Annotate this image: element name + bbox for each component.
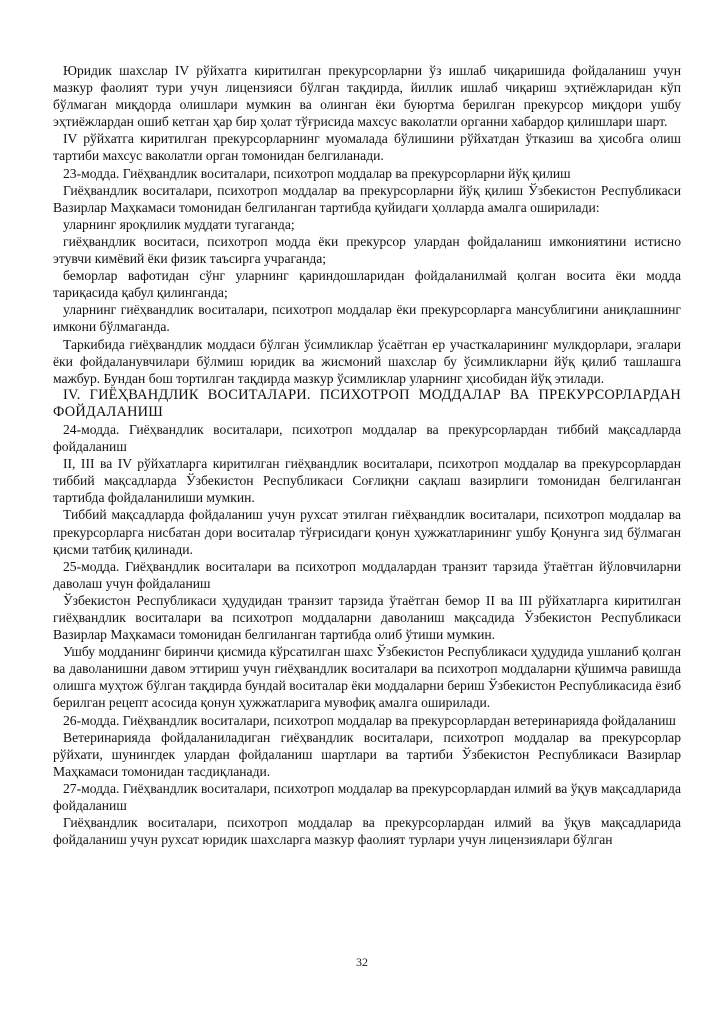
paragraph: Юридик шахслар IV рўйхатга киритилган прекурсорларни ўз ишлаб чиқаришида фойдаланиш учун мазкур фаолият тури учун лицензияси бўлган тақдирда, йиллик ишлаб чиқариш эҳтиёжларидан кўп бўлмаган миқдорда олишлари мумкин ва олинган ёки буюртма берилган прекурсор миқдори ушбу эҳтиёжлардан ошиб кетган ҳар бир ҳолат тўғрисида махсус ваколатли органни хабардор қилишлари шарт. [53,63,681,130]
page-number: 32 [356,955,368,969]
section-heading: IV. ГИЁҲВАНДЛИК ВОСИТАЛАРИ. ПСИХОТРОП МОДДАЛАР ВА ПРЕКУРСОРЛАРДАН ФОЙДАЛАНИШ [53,386,681,420]
paragraph: 24-модда. Гиёҳвандлик воситалари, психотроп моддалар ва прекурсорлардан тиббий мақсадларда фойдаланиш [53,421,681,455]
paragraph: 23-модда. Гиёҳвандлик воситалари, психотроп моддалар ва прекурсорларни йўқ қилиш [63,165,571,181]
paragraph: гиёҳвандлик воситаси, психотроп модда ёки прекурсор улардан фойдаланиш имкониятини истисно этувчи кимёвий ёки физик таъсирга учраганда; [53,233,681,267]
paragraph: 25-модда. Гиёҳвандлик воситалари ва психотроп моддалардан транзит тарзида ўтаётган йўловчиларни даволаш учун фойдаланиш [53,558,681,591]
paragraph: Ўзбекистон Республикаси ҳудудидан транзит тарзида ўтаётган бемор II ва III рўйхатларга киритилган гиёҳвандлик воситалари ва психотроп моддаларни даволаниш мақсадида Ўзбекистон Республикаси Вазирлар Маҳкамаси томонидан белгиланган тартибда олиб ўтиши мумкин. [53,592,681,643]
paragraph: II, III ва IV рўйхатларга киритилган гиёҳвандлик воситалари, психотроп моддалар ва прекурсорлардан тиббий мақсадларда Ўзбекистон Республикаси Соғлиқни сақлаш вазирлиги томонидан белгиланган тартибда фойдаланилиши мумкин. [53,456,681,506]
paragraph: Таркибида гиёҳвандлик моддаси бўлган ўсимликлар ўсаётган ер участкаларининг мулкдорлари, эгалари ёки фойдаланувчилари бўлмиш юридик ва жисмоний шахслар бу ўсимликларни йўқ қилиб ташлашга мажбур. Бундан бош тортилган тақдирда мазкур ўсимликлар уларнинг ҳисобидан йўқ этилади. [53,336,681,386]
paragraph: Гиёҳвандлик воситалари, психотроп моддалар ва прекурсорларни йўқ қилиш Ўзбекистон Республикаси Вазирлар Маҳкамаси томонидан белгиланган тартибда қуйидаги ҳолларда амалга оширилади: [53,182,681,215]
paragraph: Гиёҳвандлик воситалари, психотроп моддалар ва прекурсорлардан илмий ва ўқув мақсадларида фойдаланиш учун рухсат юридик шахсларга мазкур фаолият турлари учун лицензиялари бўлган [53,815,681,848]
paragraph: Ветеринарияда фойдаланиладиган гиёҳвандлик воситалари, психотроп моддалар ва прекурсорлар рўйхати, шунингдек улардан фойдаланиш шартлари ва тартиби Ўзбекистон Республикаси Вазирлар Маҳкамаси томонидан тасдиқланади. [53,729,681,779]
paragraph: уларнинг гиёҳвандлик воситалари, психотроп моддалар ёки прекурсорларга мансублигини аниқлашнинг имкони бўлмаганда. [53,302,681,335]
paragraph: 27-модда. Гиёҳвандлик воситалари, психотроп моддалар ва прекурсорлардан илмий ва ўқув мақсадларида фойдаланиш [53,780,681,814]
paragraph: Тиббий мақсадларда фойдаланиш учун рухсат этилган гиёҳвандлик воситалари, психотроп моддалар ва прекурсорларга нисбатан дори воситалар тўғрисидаги қонун ҳужжатларининг ушбу Қонунга зид бўлмаган қисми татбиқ қилинади. [53,507,681,557]
paragraph: беморлар вафотидан сўнг уларнинг қариндошларидан фойдаланилмай қолган восита ёки модда тариқасида қабул қилинганда; [53,268,681,301]
paragraph: 26-модда. Гиёҳвандлик воситалари, психотроп моддалар ва прекурсорлардан ветеринарияда фойдаланиш [63,712,676,728]
paragraph: уларнинг яроқлилик муддати тугаганда; [63,216,295,232]
paragraph: IV рўйхатга киритилган прекурсорларнинг муомалада бўлишини рўйхатдан ўтказиш ва ҳисобга олиш тартиби махсус ваколатли орган томонидан белгиланади. [53,131,681,164]
paragraph: Ушбу модданинг биринчи қисмида кўрсатилган шахс Ўзбекистон Республикаси ҳудудида ушланиб қолган ва даволанишни давом эттириш учун гиёҳвандлик воситалари ва психотроп моддаларни қўшимча равишда олишга муҳтож бўлган тақдирда бундай воситалар ёки моддаларни бериш Ўзбекистон Республикасида ёзиб берилган рецепт асосида қонун ҳужжатларига мувофиқ амалга оширилади. [53,644,681,711]
document-body [53,62,681,848]
